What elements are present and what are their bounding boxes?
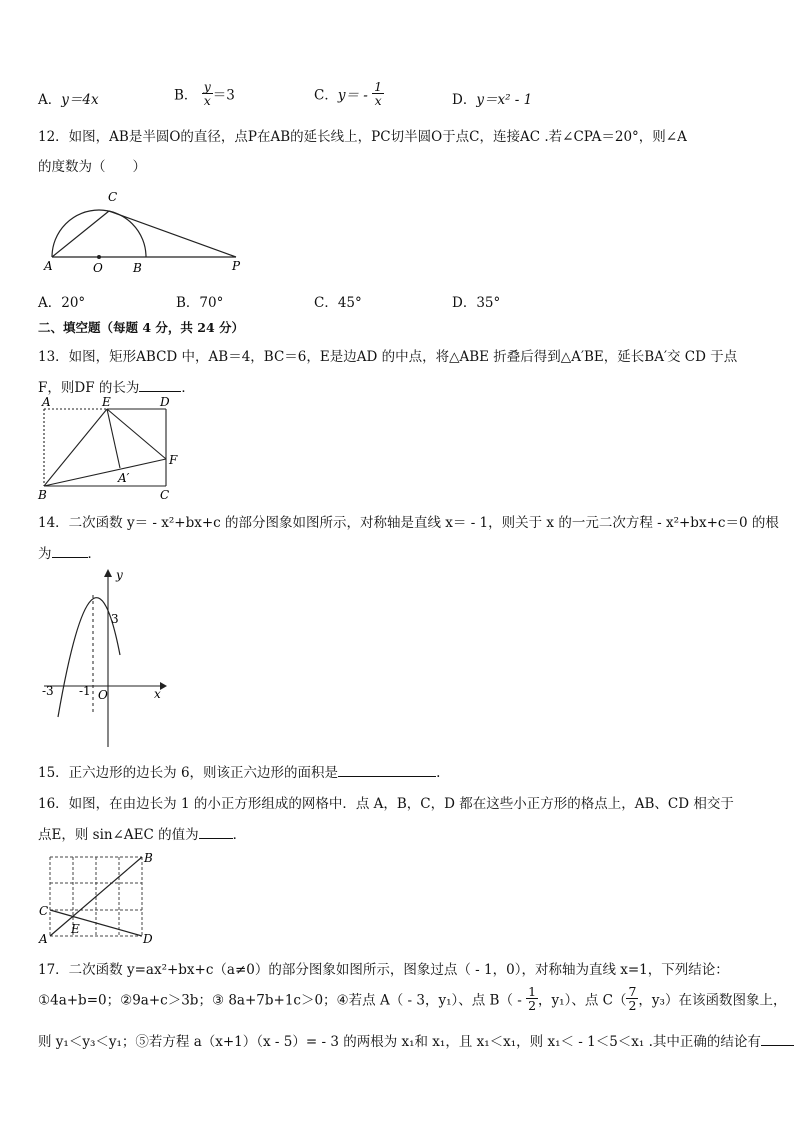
q11-option-c — [314, 80, 384, 107]
fraction: $\frac{1}{2}$ — [528, 984, 537, 1014]
answer-blank — [338, 764, 436, 777]
q11-option-d — [452, 88, 532, 108]
q11-option-b — [174, 80, 235, 107]
label-o: O — [93, 261, 103, 275]
label-e: E — [71, 922, 80, 936]
q12-option-c: C．45° — [314, 295, 362, 311]
label-minus3: -3 — [42, 684, 54, 698]
label-b: B — [38, 488, 47, 502]
label-c: C — [160, 488, 170, 502]
label-x: x — [154, 687, 161, 701]
q11-option-a — [38, 88, 99, 108]
q17-line3: 则 y₁＜y₃＜y₁；⑤若方程 a（x+1）（x - 5）= - 3 的两根为 x₁和 x₁，且 x₁＜x₁，则 x₁＜ - 1＜5＜x₁ .其中正确的结论有 — [38, 1030, 794, 1050]
label-o: O — [98, 688, 108, 702]
label-f: F — [169, 453, 178, 467]
label-b: B — [133, 261, 142, 275]
q17-line2: ①4a+b=0；②9a+c＞3b；③ 8a+7b+1c＞0；④若点 A（ - 3，y₁）、点 B（ - $\frac{1}{2}$ ，y₁）、点 C（ $\frac{7}{2}$ ，y₃）在该函数图象上， — [38, 984, 787, 1014]
label-a: A — [44, 259, 53, 273]
label-y: y — [116, 568, 123, 582]
option-label: D． — [452, 92, 477, 108]
label-d: D — [160, 395, 170, 409]
section2-title: 二、填空题（每题 4 分，共 24 分） — [38, 320, 245, 335]
y-axis-arrow — [104, 569, 112, 577]
center-dot — [97, 255, 101, 259]
q14-line2: 为 ． — [38, 546, 101, 562]
fraction: $\frac{y}{x}$ — [203, 79, 211, 109]
label-d: D — [143, 932, 153, 946]
q12-option-a: A．20° — [38, 295, 86, 311]
fraction: $\frac{7}{2}$ — [628, 984, 637, 1014]
label-p: P — [232, 259, 241, 273]
label-3: 3 — [111, 612, 119, 626]
option-label: B． — [174, 87, 198, 104]
label-c: C — [108, 190, 118, 204]
answer-blank — [52, 545, 88, 558]
q16-line2: 点E，则 sin∠AEC 的值为 ． — [38, 827, 247, 843]
label-c: C — [39, 904, 49, 918]
q12-line1: 12．如图，AB是半圆O的直径，点P在AB的延长线上，PC切半圆O于点C，连接AC .若∠CPA＝20°，则∠A — [38, 129, 687, 145]
q13-figure — [36, 394, 186, 502]
q14-line1: 14．二次函数 y＝ - x²+bx+c 的部分图象如图所示，对称轴是直线 x＝ - 1，则关于 x 的一元二次方程 - x²+bx+c＝0 的根 — [38, 515, 779, 531]
q13-line1: 13．如图，矩形ABCD 中，AB＝4，BC＝6，E是边AD 的中点，将△ABE 折叠后得到△A′BE，延长BA′交 CD 于点 — [38, 349, 738, 365]
label-e: E — [102, 395, 111, 409]
q12-option-b: B．70° — [176, 295, 224, 311]
q16-figure — [36, 848, 161, 946]
option-expr: y＝ - — [337, 87, 368, 104]
tangent-pc — [109, 211, 236, 257]
fraction: $\frac{1}{x}$ — [374, 79, 383, 109]
label-a-prime: A′ — [118, 471, 130, 485]
option-expr: y＝x² - 1 — [476, 92, 533, 108]
option-expr: y＝4x — [61, 92, 99, 108]
label-minus1: -1 — [79, 684, 91, 698]
q17-line1: 17．二次函数 y=ax²+bx+c（a≠0）的部分图象如图所示，图象过点（ - 1，0），对称轴为直线 x=1，下列结论： — [38, 962, 729, 978]
q12-option-d: D．35° — [452, 295, 501, 311]
answer-blank — [139, 379, 181, 392]
x-axis-arrow — [160, 682, 167, 690]
option-label: C． — [314, 87, 338, 104]
q12-options — [38, 291, 500, 311]
label-a: A — [39, 932, 48, 946]
option-expr: ＝3 — [212, 87, 235, 104]
q16-line1: 16．如图，在由边长为 1 的小正方形组成的网格中．点 A，B，C，D 都在这些小正方形的格点上，AB、CD 相交于 — [38, 796, 734, 812]
q15-line: 15．正六边形的边长为 6，则该正六边形的面积是 . — [38, 765, 441, 781]
label-a: A — [42, 395, 51, 409]
q12-line2: 的度数为（ ） — [38, 159, 146, 175]
label-b: B — [144, 851, 153, 865]
answer-blank — [761, 1033, 794, 1046]
answer-blank — [199, 826, 233, 839]
option-label: A． — [38, 92, 62, 108]
q12-figure — [40, 186, 250, 276]
q13-line2: F，则DF 的长为 ． — [38, 380, 195, 396]
semicircle-arc — [52, 210, 146, 257]
segment-ac — [52, 211, 109, 257]
q14-figure — [36, 565, 171, 750]
